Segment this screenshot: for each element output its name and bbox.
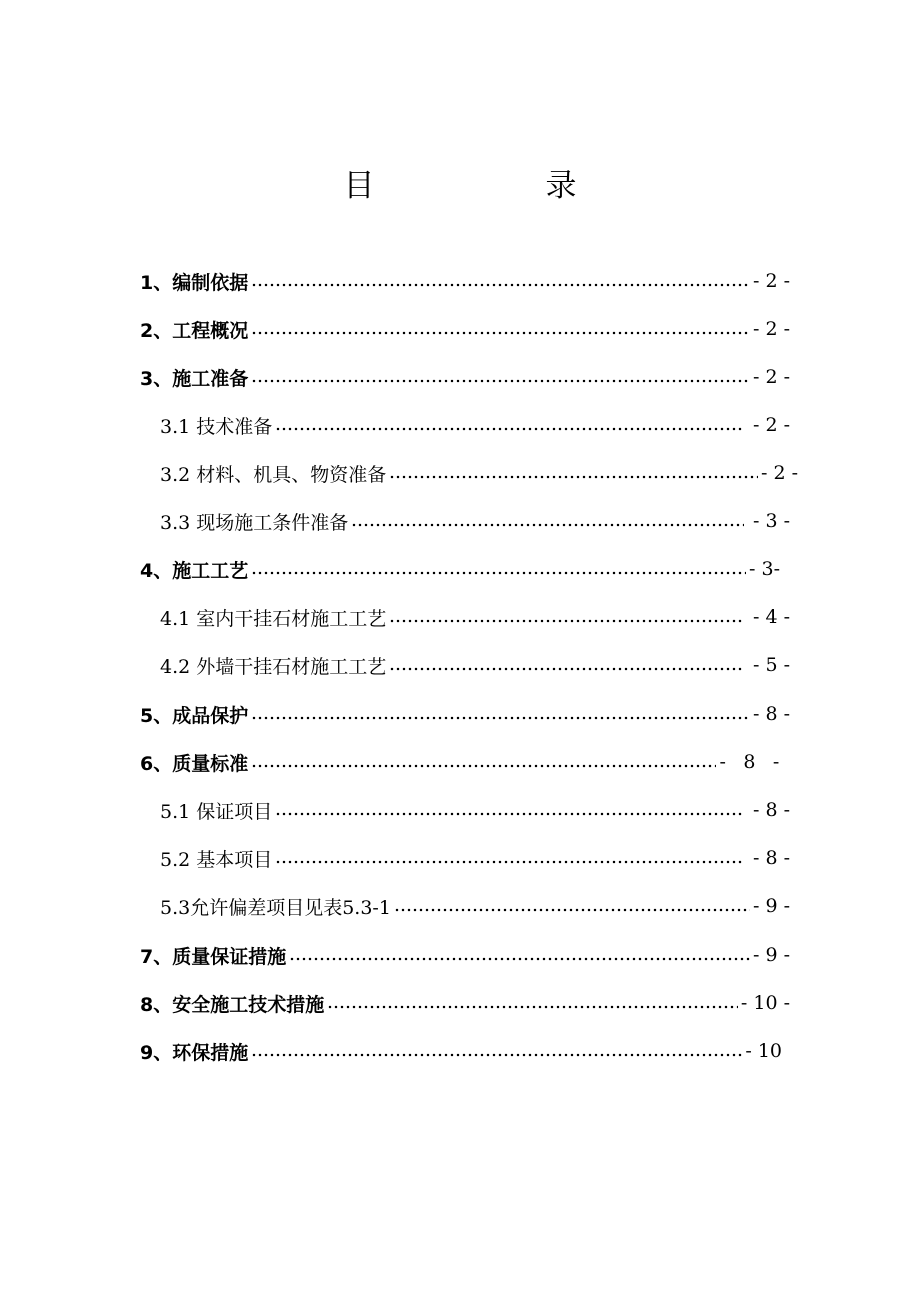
toc-page-number: - 3 - xyxy=(746,510,790,532)
toc-entry-3-2[interactable] xyxy=(160,453,798,493)
toc-entry-label: 3.3 现场施工条件准备 xyxy=(160,511,349,534)
toc-page-number: - 10 xyxy=(745,1040,782,1062)
toc-entry-label: 8、安全施工技术措施 xyxy=(140,993,325,1016)
toc-entry-1[interactable] xyxy=(140,261,790,301)
toc-entry-9[interactable] xyxy=(140,1031,782,1071)
toc-page-number: - 2 - xyxy=(752,270,790,292)
toc-dot-leader xyxy=(389,666,744,672)
toc-entry-5[interactable] xyxy=(140,694,790,734)
toc-entry-5-1[interactable] xyxy=(160,790,790,830)
toc-entry-2[interactable] xyxy=(140,309,790,349)
toc-dot-leader xyxy=(327,1004,738,1010)
toc-page-number: - 9 - xyxy=(752,895,790,917)
toc-dot-leader xyxy=(389,618,744,624)
toc-dot-leader xyxy=(251,330,750,336)
toc-entry-4-1[interactable] xyxy=(160,597,790,637)
toc-entry-label: 5、成品保护 xyxy=(140,704,249,727)
toc-entry-label: 6、质量标准 xyxy=(140,752,249,775)
toc-entry-label: 4.1 室内干挂石材施工工艺 xyxy=(160,607,387,630)
toc-dot-leader xyxy=(351,522,744,528)
toc-entry-6[interactable] xyxy=(140,742,785,782)
toc-page-number: - 2 - xyxy=(746,414,790,436)
toc-dot-leader xyxy=(389,474,758,480)
toc-entry-3-3[interactable] xyxy=(160,501,790,541)
toc-dot-leader xyxy=(275,811,744,817)
toc-entry-label: 7、质量保证措施 xyxy=(140,945,287,968)
toc-page-number: - 2 - xyxy=(752,366,790,388)
toc-page-number: - 2 - xyxy=(752,318,790,340)
toc-dot-leader xyxy=(251,570,746,576)
toc-entry-label: 1、编制依据 xyxy=(140,271,249,294)
toc-dot-leader xyxy=(289,956,750,962)
toc-dot-leader xyxy=(275,426,744,432)
toc-entry-label: 4、施工工艺 xyxy=(140,559,249,582)
toc-entry-4-2[interactable] xyxy=(160,645,790,685)
toc-page-number: - 8 - xyxy=(746,799,790,821)
toc-entry-5-2[interactable] xyxy=(160,838,790,878)
toc-dot-leader xyxy=(251,1052,742,1058)
toc-page-number: - 8 - xyxy=(752,703,790,725)
toc-page-number: - 3- xyxy=(749,558,780,580)
toc-entry-label: 2、工程概况 xyxy=(140,319,249,342)
toc-entry-label: 3、施工准备 xyxy=(140,367,249,390)
toc-entry-3[interactable] xyxy=(140,357,790,397)
toc-page-number: - 9 - xyxy=(752,944,790,966)
toc-page-number: - 5 - xyxy=(746,654,790,676)
toc-dot-leader xyxy=(251,282,750,288)
toc-entry-5-3[interactable] xyxy=(160,886,790,926)
toc-page-number: - 10 - xyxy=(740,992,790,1014)
toc-page-number: - 4 - xyxy=(746,606,790,628)
toc-page-number: - 8 - xyxy=(746,847,790,869)
toc-entry-7[interactable] xyxy=(140,935,790,975)
toc-page-number: - 8 - xyxy=(719,751,785,773)
toc-entry-3-1[interactable] xyxy=(160,405,790,445)
toc-entry-label: 5.3允许偏差项目见表5.3-1 xyxy=(160,896,391,919)
toc-dot-leader xyxy=(251,763,716,769)
toc-entry-label: 5.2 基本项目 xyxy=(160,848,273,871)
page-title: 目 录 xyxy=(343,168,658,204)
toc-dot-leader xyxy=(394,907,750,913)
toc-entry-label: 9、环保措施 xyxy=(140,1041,249,1064)
toc-page-number: - 2 - xyxy=(760,462,798,484)
toc-entry-label: 4.2 外墙干挂石材施工工艺 xyxy=(160,655,387,678)
toc-entry-8[interactable] xyxy=(140,983,790,1023)
toc-entry-label: 3.1 技术准备 xyxy=(160,415,273,438)
toc-dot-leader xyxy=(251,715,750,721)
toc-dot-leader xyxy=(275,859,744,865)
toc-entry-label: 3.2 材料、机具、物资准备 xyxy=(160,463,387,486)
toc-dot-leader xyxy=(251,378,750,384)
toc-entry-4[interactable] xyxy=(140,549,780,589)
toc-entry-label: 5.1 保证项目 xyxy=(160,800,273,823)
